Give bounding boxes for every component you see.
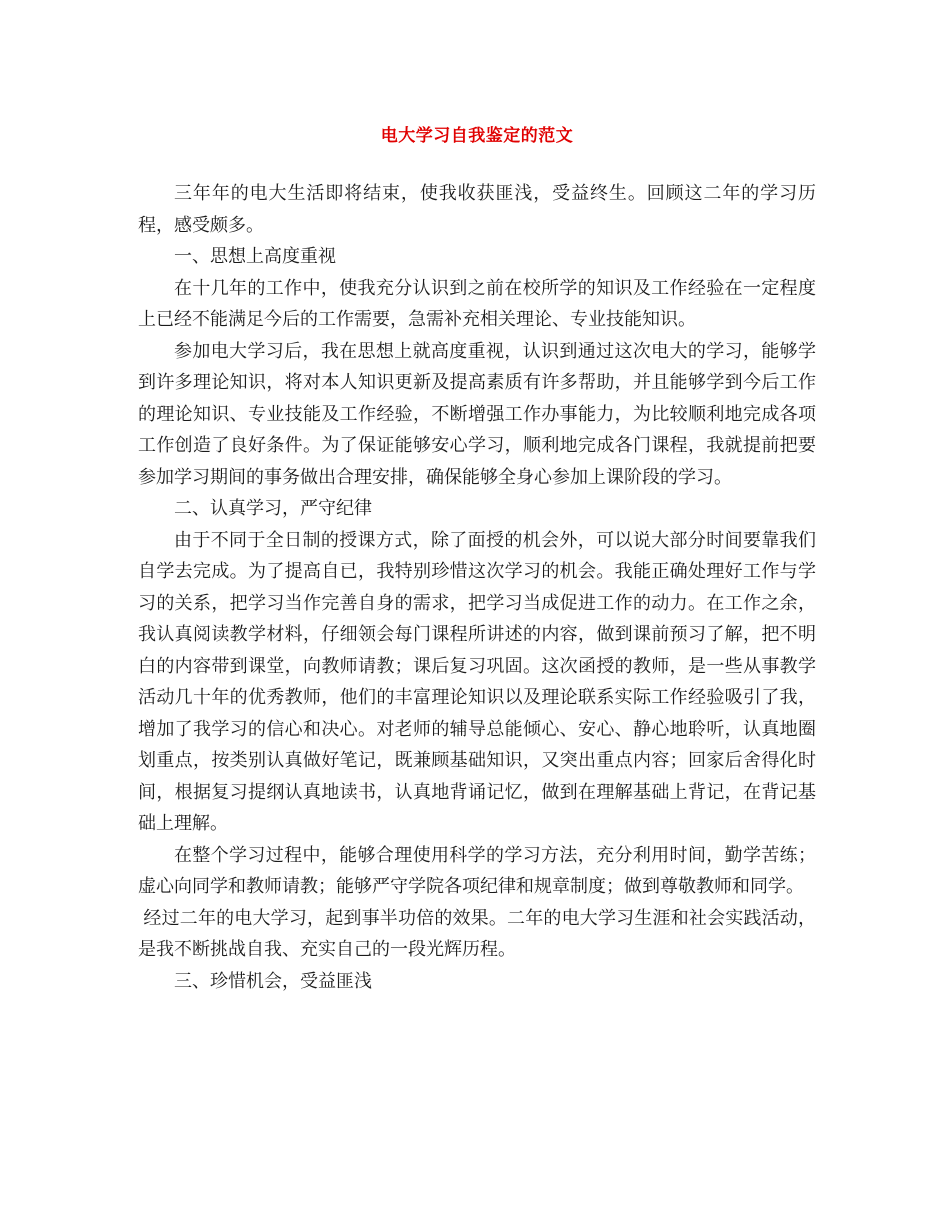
- paragraph: 参加电大学习后，我在思想上就高度重视，认识到通过这次电大的学习，能够学到许多理论知识，将对本人知识更新及提高素质有许多帮助，并且能够学到今后工作的理论知识、专业技能及工作经验，不断增强工作办事能力，为比较顺利地完成各项工作创造了良好条件。为了保证能够安心学习，顺利地完成各门课程，我就提前把要参加学习期间的事务做出合理安排，确保能够全身心参加上课阶段的学习。: [138, 340, 816, 488]
- paragraph: 由于不同于全日制的授课方式，除了面授的机会外，可以说大部分时间要靠我们自学去完成。为了提高自已，我特别珍惜这次学习的机会。我能正确处理好工作与学习的关系，把学习当作完善自身的需求，把学习当成促进工作的动力。在工作之余，我认真阅读教学材料，仔细领会每门课程所讲述的内容，做到课前预习了解，把不明白的内容带到课堂，向教师请教；课后复习巩固。这次函授的教师，是一些从事教学活动几十年的优秀教师，他们的丰富理论知识以及理论联系实际工作经验吸引了我，增加了我学习的信心和决心。对老师的辅导总能倾心、安心、静心地聆听，认真地圈划重点，按类别认真做好笔记，既兼顾基础知识，又突出重点内容；回家后舍得化时间，根据复习提纲认真地读书，认真地背诵记忆，做到在理解基础上背记，在背记基础上理解。: [138, 529, 816, 834]
- document-title: 电大学习自我鉴定的范文: [380, 126, 574, 146]
- section-heading-3: 三、珍惜机会，受益匪浅: [174, 970, 372, 992]
- paragraph-intro: 三年年的电大生活即将结束，使我收获匪浅，受益终生。回顾这二年的学习历程，感受颇多。: [138, 183, 816, 236]
- paragraph: 在整个学习过程中，能够合理使用科学的学习方法，充分利用时间，勤学苦练；虚心向同学和教师请教；能够严守学院各项纪律和规章制度；做到尊敬教师和同学。: [138, 844, 816, 897]
- paragraph: 经过二年的电大学习，起到事半功倍的效果。二年的电大学习生涯和社会实践活动，是我不断挑战自我、充实自己的一段光辉历程。: [138, 907, 816, 960]
- paragraph: 在十几年的工作中，使我充分认识到之前在校所学的知识及工作经验在一定程度上已经不能满足今后的工作需要，急需补充相关理论、专业技能知识。: [138, 277, 816, 330]
- section-heading-1: 一、思想上高度重视: [174, 246, 336, 267]
- document-body: [138, 178, 816, 997]
- section-heading-2: 二、认真学习，严守纪律: [174, 498, 372, 519]
